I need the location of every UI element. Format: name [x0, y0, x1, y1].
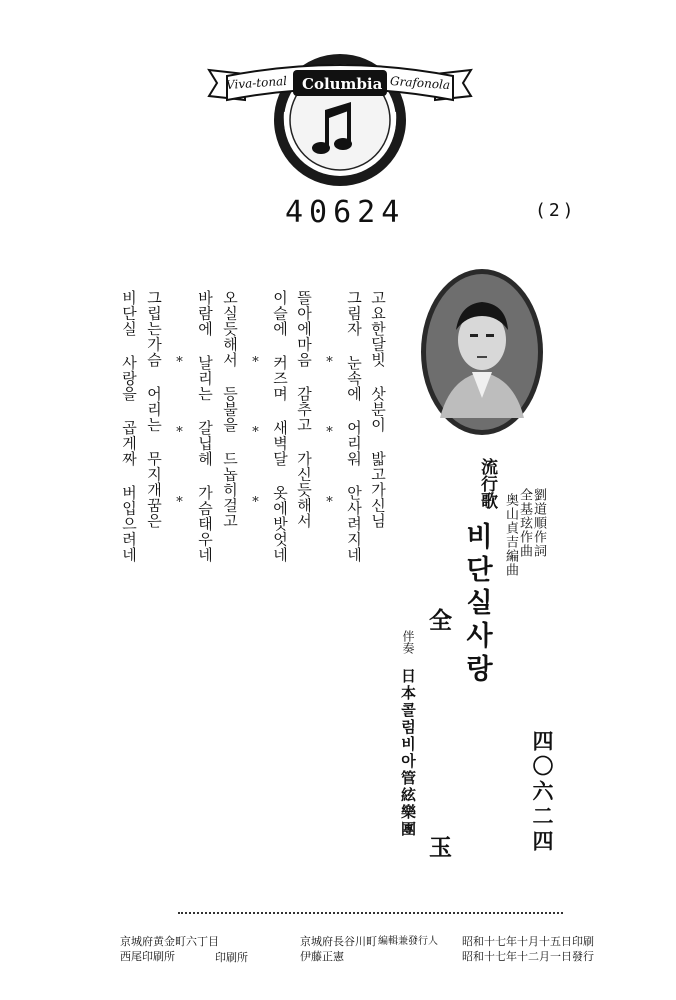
imprint-publisher-label: [378, 935, 438, 949]
song-title: 비단실사랑: [461, 522, 492, 687]
publisher-address: 京城府長谷川町: [300, 935, 377, 948]
imprint-dates: [462, 935, 594, 965]
catalog-number: 40624: [285, 195, 406, 230]
catalog-number-kanji: 四〇六二四: [530, 730, 555, 855]
logo-brand-text: Columbia: [302, 75, 383, 93]
publish-date: 昭和十七年十二月一日發行: [462, 949, 594, 963]
printer-address: 京城府黄金町六丁目: [120, 935, 219, 948]
stanza-divider-3: * * *: [172, 355, 187, 530]
stanza-divider-1: * * *: [322, 355, 337, 530]
imprint-printer: [120, 935, 219, 965]
page-number: (2): [535, 200, 577, 221]
printer-name: 西尾印刷所: [120, 949, 175, 963]
print-office-label: 印刷所: [215, 951, 248, 964]
orchestra-name: 日本콜럼비아管絃樂團: [399, 668, 417, 838]
publisher-name: 伊藤正憲: [300, 949, 344, 963]
lyric-line-6: 바람에 날리는 갈닙헤 가슴태우네: [196, 290, 214, 563]
song-genre: 流行歌: [477, 458, 497, 509]
accompaniment-label: 伴奏: [401, 630, 415, 654]
imprint-divider: [178, 912, 563, 914]
columbia-logo: [205, 40, 475, 190]
stanza-divider-2: * * *: [248, 355, 263, 530]
lyric-line-3: 뜰아에마음 감추고 가신듯해서: [295, 290, 313, 529]
singer-surname: 全: [425, 608, 452, 631]
lyric-line-2: 그림자 눈속에 어리워 안사려지네: [345, 290, 363, 563]
singer-portrait: [420, 268, 544, 436]
imprint-publisher: [300, 935, 377, 965]
print-date: 昭和十七年十月十五日印刷: [462, 935, 594, 948]
lyric-line-8: 비단실 사랑을 곱게짜 버입으려네: [120, 290, 138, 563]
lyric-line-4: 이슬에 커즈며 새벽달 옷에밧엇네: [271, 290, 289, 563]
lyric-line-7: 그립는가슴 어리는 무지개꿈은: [145, 290, 163, 529]
arranger-credit: 奥山貞吉編曲: [503, 493, 518, 577]
publisher-label: 編輯兼發行人: [378, 936, 438, 947]
composer-credit: 全基玹作曲: [517, 488, 532, 558]
lyric-line-1: 고요한달빗 삿분이 밟고가신님: [369, 290, 387, 529]
logo-left-text: Viva-tonal: [225, 73, 288, 93]
lyricist-credit: 劉道順作詞: [531, 488, 546, 558]
imprint-print-office: [215, 935, 248, 966]
singer-given-name: 玉: [425, 835, 452, 858]
logo-right-text: Grafonola: [389, 73, 451, 93]
lyric-line-5: 오실듯해서 등불을 드놉히걸고: [221, 290, 239, 529]
